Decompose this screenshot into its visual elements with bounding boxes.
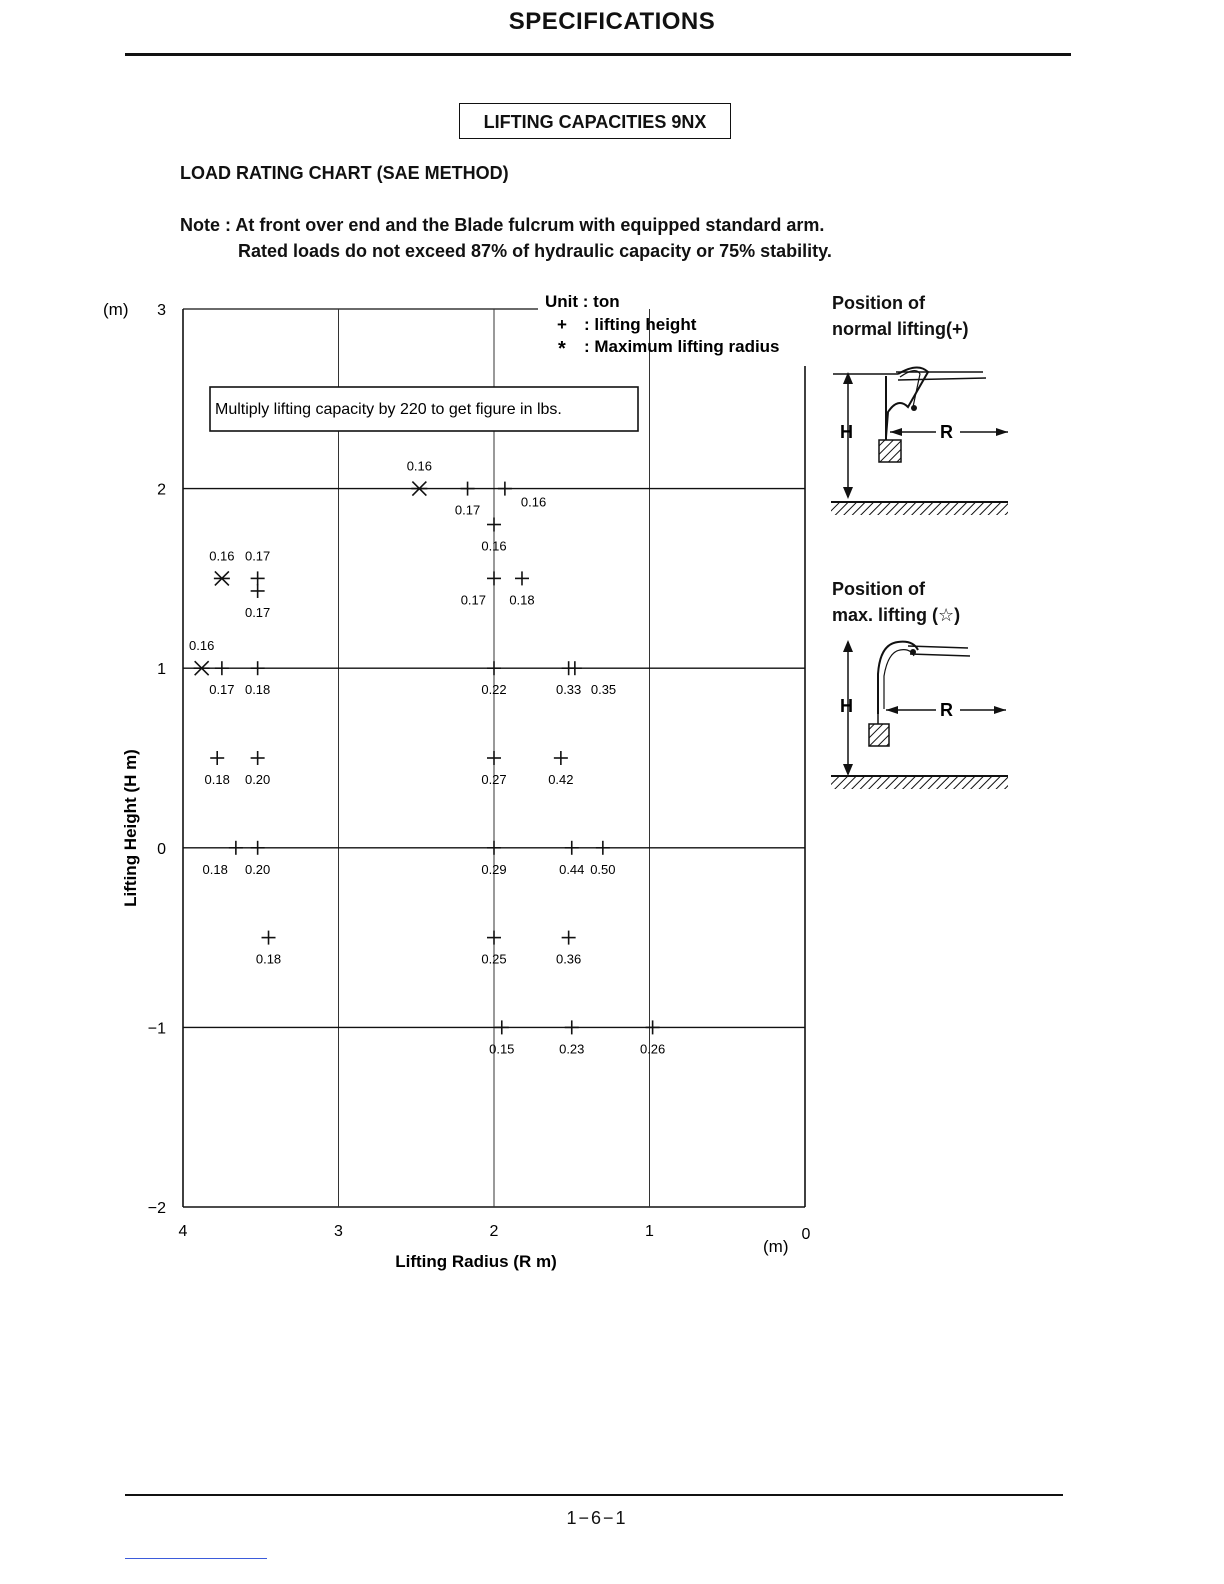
x-tick-label: 1: [645, 1223, 654, 1240]
data-point: [245, 548, 270, 585]
legend-unit: Unit : ton: [545, 292, 620, 311]
legend-star-text: : Maximum lifting radius: [584, 337, 780, 356]
data-label: 0.22: [481, 682, 507, 698]
x-tick-label: 2: [489, 1223, 499, 1240]
data-point: [205, 751, 230, 787]
normal-position-title: [832, 290, 969, 342]
data-label: 0.20: [244, 772, 271, 787]
data-label: 0.20: [244, 861, 271, 877]
data-label: 0.16: [481, 538, 507, 554]
section-box-title: LIFTING CAPACITIES 9NX: [459, 103, 731, 139]
data-point: [245, 661, 270, 697]
data-label: 0.16: [520, 494, 547, 510]
data-label: 0.25: [481, 951, 507, 967]
y-tick-label: 3: [157, 302, 166, 319]
data-point: [548, 751, 573, 787]
y-tick-label: −2: [147, 1200, 166, 1217]
max-position-title: [832, 576, 960, 628]
data-label: 0.29: [481, 861, 507, 877]
data-label: 0.36: [555, 951, 582, 967]
data-label: 0.17: [460, 592, 486, 608]
note-line-2: Rated loads do not exceed 87% of hydraulic capacity or 75% stability.: [238, 241, 832, 261]
data-label: 0.16: [189, 638, 215, 654]
data-label: 0.27: [481, 772, 507, 787]
data-point: [556, 661, 581, 697]
data-label: 0.33: [555, 682, 582, 698]
data-point: [590, 841, 615, 877]
y-axis-label: Lifting Height (H m): [121, 749, 140, 907]
data-point: [189, 638, 214, 675]
data-point: [640, 1020, 665, 1056]
data-point: [509, 571, 534, 607]
page-number: 1−6−1: [566, 1508, 628, 1528]
footer-rule: [125, 1494, 1063, 1496]
x-unit-label: (m): [763, 1237, 789, 1256]
data-label: 0.50: [590, 861, 616, 877]
y-tick-label: 1: [157, 661, 166, 679]
data-point: [489, 1020, 514, 1056]
data-label: 0.18: [244, 682, 271, 698]
data-label: 0.18: [204, 772, 230, 787]
x-tick-label: 0: [801, 1226, 811, 1243]
normal-lifting-diagram: [828, 352, 1014, 522]
note-line-1: Note : At front over end and the Blade fulcrum with equipped standard arm.: [180, 215, 825, 235]
r-label: R: [940, 422, 953, 442]
max-position-line2: max. lifting (☆): [832, 605, 961, 625]
x-axis-label: Lifting Radius (R m): [395, 1252, 557, 1271]
data-point: [245, 841, 270, 877]
data-point: [209, 661, 234, 697]
data-label: 0.16: [406, 458, 433, 474]
h-label: H: [840, 422, 853, 442]
normal-position-line1: Position of: [832, 293, 925, 313]
chart-marks: [189, 459, 665, 1057]
data-label: 0.18: [255, 951, 282, 967]
data-point: [498, 482, 546, 510]
data-point: [556, 931, 581, 967]
data-point: [209, 548, 234, 585]
data-label: 0.17: [244, 548, 271, 564]
data-label: 0.18: [202, 861, 228, 877]
page-title: SPECIFICATIONS: [508, 8, 716, 35]
data-point: [245, 751, 270, 787]
max-position-line1: Position of: [832, 579, 925, 599]
x-tick-label: 3: [334, 1223, 343, 1240]
data-point: [559, 841, 584, 877]
data-label: 0.18: [509, 592, 535, 608]
data-label: 0.17: [454, 502, 481, 518]
data-label: 0.17: [244, 604, 271, 620]
legend-star-symbol: *: [558, 338, 566, 360]
bottom-link-underline: [125, 1558, 267, 1559]
legend-plus-text: : lifting height: [584, 315, 697, 334]
y-tick-label: 2: [157, 481, 166, 499]
r-label-max: R: [940, 700, 953, 720]
data-point: [559, 1020, 584, 1056]
data-label: 0.23: [559, 1041, 585, 1057]
y-unit-label: (m): [103, 300, 129, 319]
data-label: 0.26: [639, 1041, 666, 1057]
data-point: [407, 459, 432, 496]
h-label-max: H: [840, 696, 853, 716]
data-label: 0.35: [590, 682, 617, 698]
data-point: [203, 841, 243, 877]
multiply-note-text: Multiply lifting capacity by 220 to get figure in lbs.: [215, 401, 562, 418]
data-label: 0.44: [559, 861, 585, 877]
legend-plus-symbol: +: [557, 315, 567, 334]
data-label: 0.42: [548, 772, 574, 787]
data-label: 0.15: [489, 1041, 515, 1057]
y-tick-label: 0: [157, 840, 166, 858]
x-tick-label: 4: [178, 1223, 188, 1240]
data-point: [245, 584, 270, 620]
data-point: [256, 931, 281, 967]
data-point: [455, 482, 480, 518]
data-label: 0.16: [209, 548, 235, 564]
normal-position-line2: normal lifting(+): [832, 319, 969, 339]
data-point: [461, 571, 501, 607]
y-tick-label: −1: [147, 1020, 166, 1038]
max-lifting-diagram: [828, 634, 1014, 794]
chart-heading: LOAD RATING CHART (SAE METHOD): [180, 163, 509, 183]
data-label: 0.17: [209, 682, 235, 698]
